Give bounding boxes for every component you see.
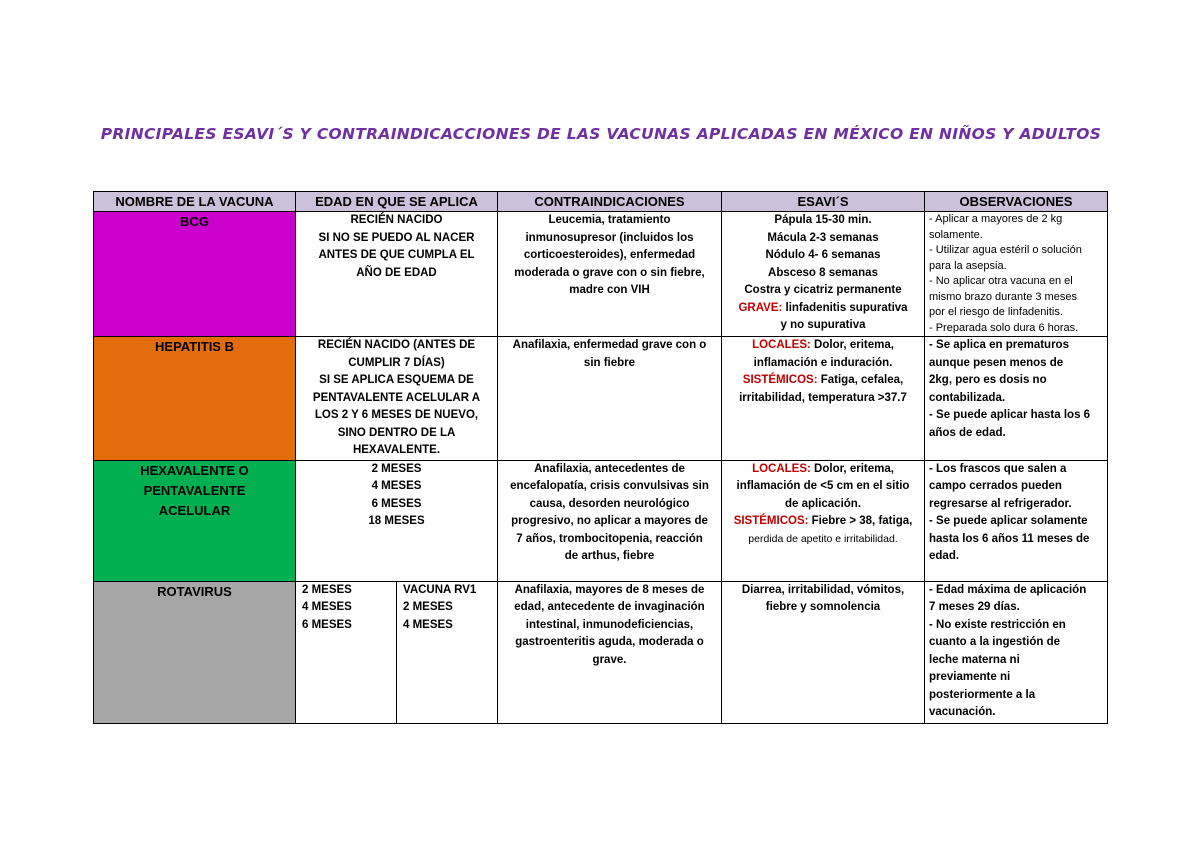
- vaccine-name-bcg: [94, 212, 296, 337]
- esavi-line: perdida de apetito e irritabilidad.: [748, 532, 898, 545]
- vaccine-name-hexavalente: [94, 460, 296, 581]
- edad-line: SINO DENTRO DE LA: [337, 426, 456, 439]
- esavi-line: Pápula 15-30 min.: [774, 214, 872, 226]
- edad-line: RECIÉN NACIDO (ANTES DE: [317, 339, 476, 351]
- observaciones-cell: [925, 581, 1108, 723]
- edad-line: PENTAVALENTE ACELULAR A: [312, 391, 481, 404]
- grave-label: GRAVE:: [738, 301, 783, 314]
- vaccine-name-rotavirus: [94, 581, 296, 723]
- edad-line: CUMPLIR 7 DÍAS): [348, 356, 445, 369]
- obs-line: vacunación.: [929, 706, 996, 718]
- contra-line: causa, desorden neurológico: [529, 497, 690, 510]
- vaccine-table: [93, 191, 1108, 724]
- contra-line: sin fiebre: [583, 356, 636, 369]
- obs-line: regresarse al refrigerador.: [929, 497, 1072, 510]
- observaciones-cell: [925, 337, 1108, 461]
- contra-line: de arthus, fiebre: [564, 550, 655, 562]
- obs-line: leche materna ni: [929, 653, 1020, 666]
- edad-line: VACUNA RV1: [403, 583, 477, 596]
- contra-line: Leucemia, tratamiento: [548, 214, 671, 226]
- table-row-bcg: [94, 212, 1108, 337]
- obs-line: para la asepsia.: [929, 259, 1007, 272]
- sistemicos-text: Fiebre > 38, fatiga,: [808, 515, 913, 527]
- esavi-line: Costra y cicatriz permanente: [744, 284, 902, 296]
- table-row-hepatitis-b: [94, 337, 1108, 461]
- edad-line: 6 MESES: [302, 618, 352, 631]
- vaccine-name-hepatitis-b: [94, 337, 296, 461]
- obs-line: solamente.: [929, 228, 983, 241]
- obs-line: mismo brazo durante 3 meses: [929, 290, 1077, 303]
- esavi-line: de aplicación.: [784, 497, 862, 510]
- obs-line: cuanto a la ingestión de: [929, 636, 1060, 648]
- obs-line: posteriormente a la: [929, 688, 1036, 701]
- edad-line: SI SE APLICA ESQUEMA DE: [319, 374, 474, 386]
- edad-split: [296, 582, 497, 723]
- vaccine-name-label: ROTAVIRUS: [157, 583, 232, 599]
- edad-line: RECIÉN NACIDO: [350, 214, 443, 226]
- esavi-line: inflamación e induración.: [753, 356, 893, 369]
- contra-line: corticoesteroides), enfermedad: [523, 249, 696, 261]
- obs-line: - Edad máxima de aplicación: [929, 583, 1087, 596]
- esavi-line: irritabilidad, temperatura >37.7: [739, 391, 907, 404]
- esavi-line: inflamación de <5 cm en el sitio: [736, 480, 910, 492]
- locales-label: LOCALES:: [752, 339, 811, 351]
- esavi-cell: [722, 581, 925, 723]
- edad-left-column: [296, 582, 397, 723]
- header-contraindicaciones: CONTRAINDICACIONES: [498, 192, 722, 212]
- contra-line: Anafilaxia, enfermedad grave con o: [512, 339, 707, 351]
- obs-line: hasta los 6 años 11 meses de: [929, 532, 1090, 545]
- obs-line: - Preparada solo dura 6 horas.: [929, 321, 1079, 334]
- edad-line: 2 MESES: [403, 601, 453, 613]
- obs-line: edad.: [929, 550, 960, 562]
- table-header-row: [94, 192, 1108, 212]
- observaciones-cell: [925, 212, 1108, 337]
- locales-text: Dolor, eritema,: [810, 339, 894, 351]
- esavi-cell: [722, 460, 925, 581]
- edad-line: 18 MESES: [368, 515, 425, 527]
- obs-line: - Se puede aplicar hasta los 6: [929, 409, 1091, 421]
- esavi-sistemicos-line: [726, 513, 920, 531]
- edad-line: 2 MESES: [371, 462, 422, 475]
- contra-line: gastroenteritis aguda, moderada o: [515, 636, 704, 648]
- esavi-grave-line: [726, 300, 920, 318]
- edad-line: AÑO DE EDAD: [356, 266, 437, 279]
- contra-line: Anafilaxia, mayores de 8 meses de: [514, 583, 705, 596]
- obs-line: - Se aplica en prematuros: [929, 339, 1069, 351]
- obs-line: previamente ni: [929, 671, 1011, 683]
- edad-line: ANTES DE QUE CUMPLA EL: [318, 249, 475, 261]
- page-title: PRINCIPALES ESAVI´S Y CONTRAINDICACCIONES DE LAS VACUNAS APLICADAS EN MÉXICO EN NIÑOS Y ADULTOS: [100, 125, 1102, 143]
- esavi-line: Diarrea, irritabilidad, vómitos,: [741, 583, 905, 596]
- contra-line: encefalopatía, crisis convulsivas sin: [510, 480, 709, 492]
- esavi-line: y no supurativa: [780, 319, 866, 331]
- esavi-cell: [722, 337, 925, 461]
- obs-line: - Los frascos que salen a: [929, 462, 1067, 475]
- edad-line: 6 MESES: [371, 497, 422, 510]
- obs-line: - Aplicar a mayores de 2 kg: [929, 213, 1063, 225]
- table-row-rotavirus: [94, 581, 1108, 723]
- obs-line: campo cerrados pueden: [929, 480, 1062, 492]
- contra-line: grave.: [592, 653, 627, 666]
- esavi-cell: [722, 212, 925, 337]
- esavi-sistemicos-line: [726, 372, 920, 390]
- edad-line: HEXAVALENTE.: [352, 444, 441, 456]
- obs-line: años de edad.: [929, 426, 1006, 439]
- contra-line: madre con VIH: [569, 284, 650, 296]
- esavi-line: fiebre y somnolencia: [765, 601, 881, 613]
- locales-text: Dolor, eritema,: [810, 462, 894, 475]
- obs-line: - No existe restricción en: [929, 618, 1066, 631]
- header-edad: EDAD EN QUE SE APLICA: [296, 192, 498, 212]
- obs-line: 2kg, pero es dosis no: [929, 374, 1047, 386]
- contra-line: Anafilaxia, antecedentes de: [534, 462, 685, 475]
- edad-line: 4 MESES: [371, 480, 422, 492]
- edad-line: 4 MESES: [302, 601, 352, 613]
- edad-line: SI NO SE PUEDO AL NACER: [318, 231, 475, 244]
- edad-line: 4 MESES: [403, 618, 453, 631]
- contraindicaciones-cell: [498, 337, 722, 461]
- obs-line: 7 meses 29 días.: [929, 601, 1020, 613]
- header-esavis: ESAVI´S: [722, 192, 925, 212]
- obs-line: aunque pesen menos de: [929, 356, 1064, 369]
- vaccine-name-label: BCG: [180, 214, 209, 229]
- sistemicos-label: SISTÉMICOS:: [742, 374, 818, 386]
- sistemicos-label: SISTÉMICOS:: [733, 515, 809, 527]
- contra-line: moderada o grave con o sin fiebre,: [514, 266, 705, 279]
- edad-cell: [296, 337, 498, 461]
- header-observaciones: OBSERVACIONES: [925, 192, 1108, 212]
- esavi-line: Mácula 2-3 semanas: [767, 231, 879, 244]
- table-row-hexavalente: [94, 460, 1108, 581]
- esavi-line: Nódulo 4- 6 semanas: [765, 249, 881, 261]
- contra-line: edad, antecedente de invaginación: [514, 601, 705, 613]
- obs-line: - Se puede aplicar solamente: [929, 515, 1088, 527]
- vaccine-name-label: HEPATITIS B: [155, 339, 234, 354]
- sistemicos-text: Fatiga, cefalea,: [817, 374, 904, 386]
- edad-cell: [296, 581, 498, 723]
- edad-line: LOS 2 Y 6 MESES DE NUEVO,: [314, 409, 479, 421]
- obs-line: - No aplicar otra vacuna en el: [929, 275, 1073, 287]
- header-nombre: NOMBRE DE LA VACUNA: [94, 192, 296, 212]
- locales-label: LOCALES:: [752, 462, 811, 475]
- contra-line: intestinal, inmunodeficiencias,: [525, 618, 694, 631]
- contraindicaciones-cell: [498, 581, 722, 723]
- grave-text: linfadenitis supurativa: [782, 301, 908, 314]
- edad-line: 2 MESES: [302, 583, 352, 596]
- vaccine-name-label: HEXAVALENTE O PENTAVALENTE ACELULAR: [140, 462, 249, 518]
- contraindicaciones-cell: [498, 460, 722, 581]
- observaciones-cell: [925, 460, 1108, 581]
- obs-line: por el riesgo de linfadenitis.: [929, 306, 1063, 318]
- edad-right-column: [397, 582, 497, 723]
- obs-line: - Utilizar agua estéril o solución: [929, 244, 1082, 256]
- esavi-locales-line: [726, 461, 920, 479]
- edad-cell: [296, 212, 498, 337]
- esavi-locales-line: [726, 337, 920, 355]
- contra-line: progresivo, no aplicar a mayores de: [511, 515, 708, 527]
- contra-line: inmunosupresor (incluidos los: [525, 231, 694, 244]
- obs-line: contabilizada.: [929, 391, 1006, 404]
- contra-line: 7 años, trombocitopenia, reacción: [516, 532, 703, 545]
- contraindicaciones-cell: [498, 212, 722, 337]
- edad-cell: [296, 460, 498, 581]
- esavi-line: Absceso 8 semanas: [768, 266, 878, 279]
